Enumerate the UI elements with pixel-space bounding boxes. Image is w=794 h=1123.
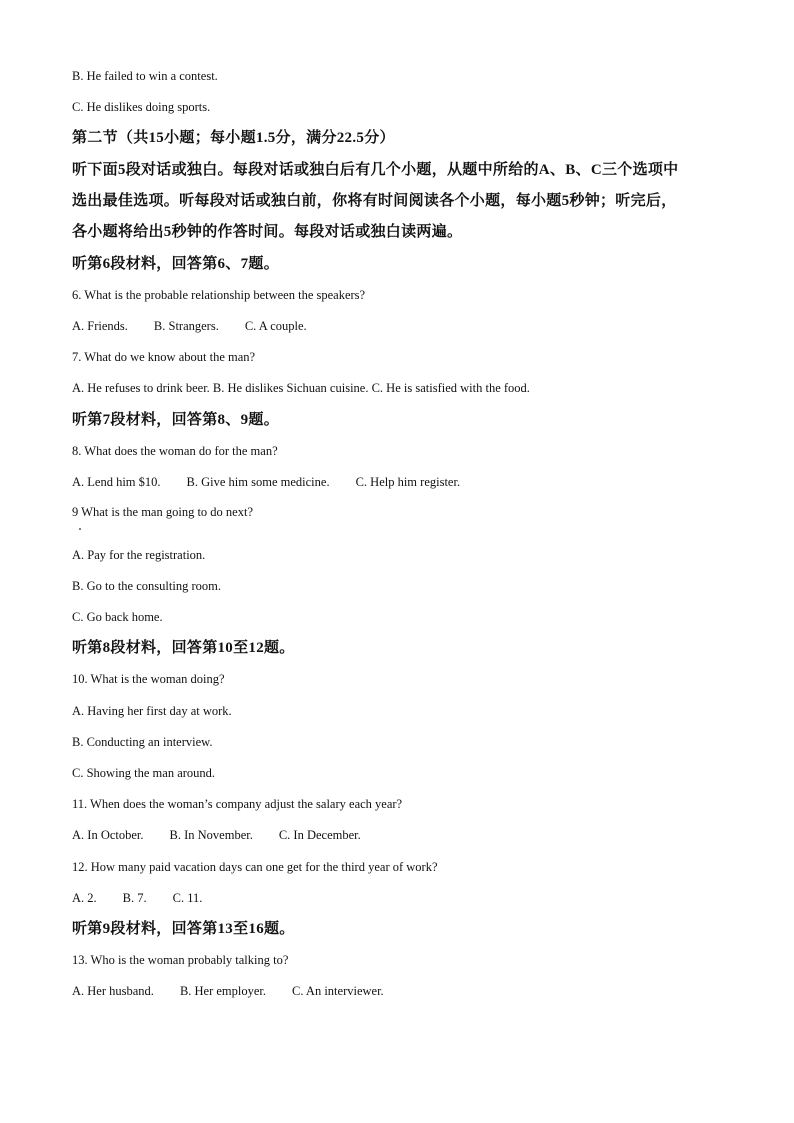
- stray-dot: [79, 528, 81, 530]
- question-7-options: A. He refuses to drink beer. B. He dislikes Sichuan cuisine. C. He is satisfied with the food.: [72, 381, 530, 395]
- option-a: A. In October.: [72, 828, 144, 842]
- question-13-options: [72, 983, 384, 999]
- material-8-heading: 听第8段材料，回答第10至12题。: [72, 640, 295, 656]
- question-9-option-a: A. Pay for the registration.: [72, 548, 206, 562]
- question-9-option-b: B. Go to the consulting room.: [72, 579, 221, 593]
- question-8-options: [72, 474, 460, 490]
- section-title: 第二节（共15小题；每小题1.5分，满分22.5分）: [72, 130, 395, 146]
- question-12-options: [72, 890, 202, 906]
- option-b: B. Her employer.: [179, 984, 267, 998]
- question-9-option-c: C. Go back home.: [72, 610, 163, 624]
- option-b: B. 7.: [122, 891, 147, 905]
- option-c: C. An interviewer.: [292, 984, 384, 998]
- option-b: B. Strangers.: [153, 319, 219, 333]
- question-11: 11. When does the woman’s company adjust the salary each year?: [72, 797, 403, 811]
- question-10-option-a: A. Having her first day at work.: [72, 704, 232, 718]
- option-a: A. Lend him $10.: [72, 475, 161, 489]
- instructions-line-1: 听下面5段对话或独白。每段对话或独白后有几个小题，从题中所给的A、B、C三个选项中: [72, 162, 679, 178]
- instructions-line-3: 各小题将给出5秒钟的作答时间。每段对话或独白读两遍。: [72, 224, 463, 240]
- option-a: A. 2.: [72, 891, 97, 905]
- option-b: B. In November.: [169, 828, 253, 842]
- question-11-options: [72, 827, 361, 843]
- q5-option-b: B. He failed to win a contest.: [72, 69, 218, 83]
- question-10-option-b: B. Conducting an interview.: [72, 735, 213, 749]
- material-9-heading: 听第9段材料，回答第13至16题。: [72, 921, 295, 937]
- option-c: C. Help him register.: [355, 475, 461, 489]
- option-c: C. 11.: [172, 891, 203, 905]
- option-a: A. Her husband.: [72, 984, 154, 998]
- question-12: 12. How many paid vacation days can one get for the third year of work?: [72, 860, 438, 874]
- question-7: 7. What do we know about the man?: [72, 350, 256, 364]
- question-13: 13. Who is the woman probably talking to?: [72, 953, 289, 967]
- option-a: A. Friends.: [72, 319, 128, 333]
- option-c: C. A couple.: [244, 319, 307, 333]
- question-6-options: [72, 318, 307, 334]
- question-10: 10. What is the woman doing?: [72, 672, 225, 686]
- q5-option-c: C. He dislikes doing sports.: [72, 100, 211, 114]
- material-7-heading: 听第7段材料，回答第8、9题。: [72, 412, 280, 428]
- instructions-line-2: 选出最佳选项。听每段对话或独白前，你将有时间阅读各个小题，每小题5秒钟；听完后，: [72, 193, 677, 209]
- question-6: 6. What is the probable relationship between the speakers?: [72, 288, 366, 302]
- option-b: B. Give him some medicine.: [186, 475, 330, 489]
- option-c: C. In December.: [278, 828, 361, 842]
- question-9: 9 What is the man going to do next?: [72, 505, 253, 519]
- material-6-heading: 听第6段材料，回答第6、7题。: [72, 256, 280, 272]
- question-8: 8. What does the woman do for the man?: [72, 444, 278, 458]
- question-10-option-c: C. Showing the man around.: [72, 766, 216, 780]
